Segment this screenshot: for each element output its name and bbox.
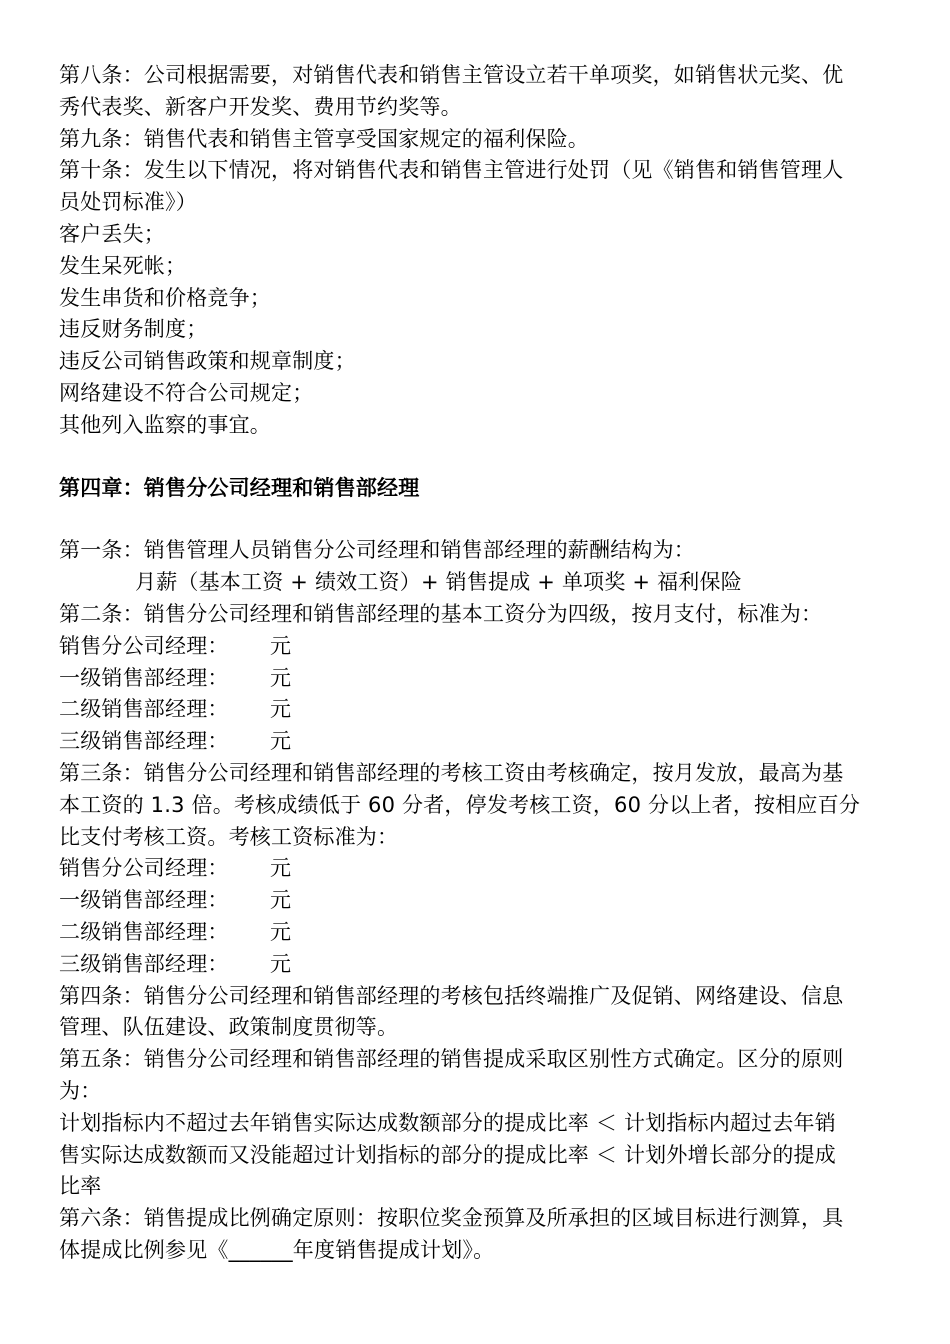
article-10-item: 其他列入监察的事宜。	[59, 412, 271, 437]
pay-row-title: 二级销售部经理：	[59, 919, 229, 944]
article-10-item: 发生串货和价格竞争；	[59, 285, 271, 310]
assessment-pay-row	[59, 917, 895, 949]
pay-row-unit: 元	[270, 729, 292, 754]
chapter-4-heading: 第四章：销售分公司经理和销售部经理	[59, 475, 420, 500]
assessment-pay-row	[59, 949, 895, 981]
c4-article-3-line-2: 本工资的 1.3 倍。考核成绩低于 60 分者，停发考核工资，60 分以上者，按相应百分	[59, 792, 861, 817]
c4-article-6-line-2: 体提成比例参见《______年度销售提成计划》。	[59, 1237, 495, 1262]
article-10-item: 发生呆死帐；	[59, 253, 187, 278]
article-10-item: 违反公司销售政策和规章制度；	[59, 349, 356, 374]
c4-article-4-line-2: 管理、队伍建设、政策制度贯彻等。	[59, 1015, 399, 1040]
c4-article-2-line-1: 第二条：销售分公司经理和销售部经理的基本工资分为四级，按月支付，标准为：	[59, 601, 823, 626]
c4-article-5-line-1: 第五条：销售分公司经理和销售部经理的销售提成采取区别性方式确定。区分的原则	[59, 1047, 844, 1072]
salary-formula: 月薪（基本工资 + 绩效工资）+ 销售提成 + 单项奖 + 福利保险	[135, 570, 742, 595]
article-10-item: 客户丢失；	[59, 221, 165, 246]
pay-row-unit: 元	[270, 919, 292, 944]
base-pay-row	[59, 726, 895, 758]
article-9-line-1: 第九条：销售代表和销售主管享受国家规定的福利保险。	[59, 126, 589, 151]
pay-row-title: 一级销售部经理：	[59, 665, 229, 690]
article-10-line-1: 第十条：发生以下情况，将对销售代表和销售主管进行处罚（见《销售和销售管理人	[59, 158, 844, 183]
article-8-line-2: 秀代表奖、新客户开发奖、费用节约奖等。	[59, 94, 462, 119]
article-10-item: 违反财务制度；	[59, 317, 208, 342]
assessment-pay-row	[59, 853, 895, 885]
c4-article-5-line-2: 为：	[59, 1078, 102, 1103]
pay-row-unit: 元	[270, 665, 292, 690]
article-10-line-2: 员处罚标准》）	[59, 190, 197, 215]
c4-article-3-line-3: 比支付考核工资。考核工资标准为：	[59, 824, 399, 849]
base-pay-row	[59, 663, 895, 695]
c4-article-5-line-4: 售实际达成数额而又没能超过计划指标的部分的提成比率 ＜ 计划外增长部分的提成	[59, 1142, 836, 1167]
c4-article-1-line-1: 第一条：销售管理人员销售分公司经理和销售部经理的薪酬结构为：	[59, 538, 695, 563]
document-page	[59, 60, 895, 1267]
assessment-pay-row	[59, 885, 895, 917]
pay-row-title: 销售分公司经理：	[59, 856, 229, 881]
pay-row-title: 销售分公司经理：	[59, 633, 229, 658]
article-10-item: 网络建设不符合公司规定；	[59, 380, 314, 405]
pay-row-title: 三级销售部经理：	[59, 729, 229, 754]
pay-row-unit: 元	[270, 951, 292, 976]
base-pay-row	[59, 694, 895, 726]
pay-row-unit: 元	[270, 856, 292, 881]
base-pay-row	[59, 631, 895, 663]
pay-row-title: 二级销售部经理：	[59, 697, 229, 722]
pay-row-title: 三级销售部经理：	[59, 951, 229, 976]
article-8-line-1: 第八条：公司根据需要，对销售代表和销售主管设立若干单项奖，如销售状元奖、优	[59, 63, 844, 87]
c4-article-5-line-5: 比率	[59, 1174, 102, 1199]
c4-article-6-line-1: 第六条：销售提成比例确定原则：按职位奖金预算及所承担的区域目标进行测算，具	[59, 1206, 844, 1231]
pay-row-unit: 元	[270, 888, 292, 913]
c4-article-3-line-1: 第三条：销售分公司经理和销售部经理的考核工资由考核确定，按月发放，最高为基	[59, 760, 844, 785]
pay-row-unit: 元	[270, 633, 292, 658]
pay-row-unit: 元	[270, 697, 292, 722]
pay-row-title: 一级销售部经理：	[59, 888, 229, 913]
c4-article-4-line-1: 第四条：销售分公司经理和销售部经理的考核包括终端推广及促销、网络建设、信息	[59, 983, 844, 1008]
c4-article-5-line-3: 计划指标内不超过去年销售实际达成数额部分的提成比率 ＜ 计划指标内超过去年销	[59, 1110, 836, 1135]
